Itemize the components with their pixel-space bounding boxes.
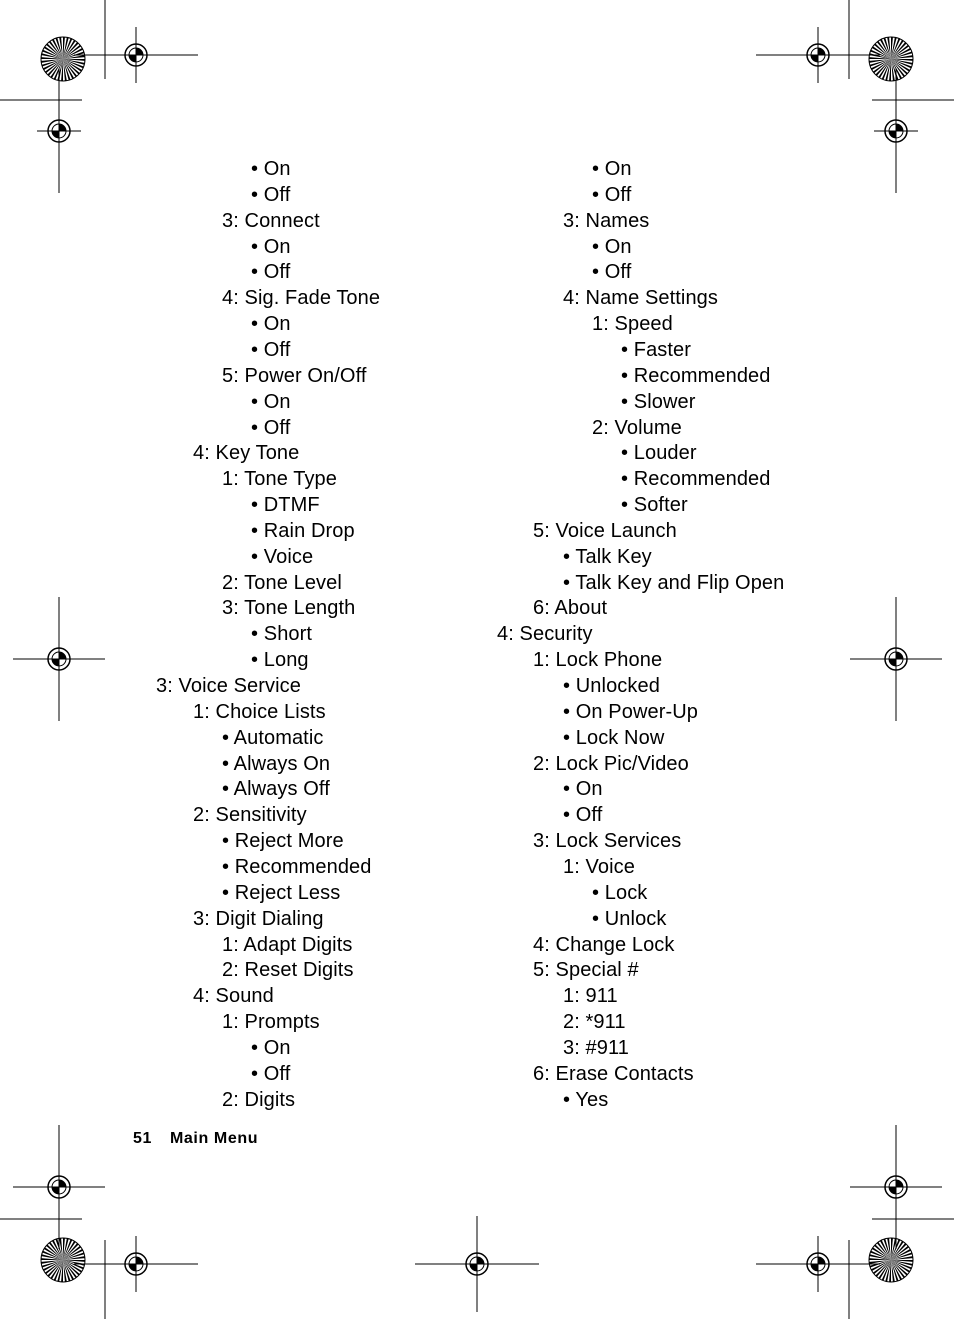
page-footer xyxy=(133,1130,258,1148)
menu-item: • Rain Drop xyxy=(251,519,355,542)
menu-item: • On xyxy=(251,235,291,258)
menu-item: • Off xyxy=(251,416,291,439)
menu-item: 1: 911 xyxy=(563,985,618,1008)
menu-item: • On xyxy=(592,235,632,258)
menu-item: 4: Sound xyxy=(193,985,274,1008)
menu-item: 1: Lock Phone xyxy=(533,649,663,672)
menu-item: • On xyxy=(251,158,291,180)
menu-item: • On xyxy=(251,390,291,413)
menu-item: 3: Names xyxy=(563,209,650,232)
menu-item: • Off xyxy=(251,338,291,361)
menu-item: 1: Voice xyxy=(563,855,635,878)
menu-item: • Off xyxy=(251,261,291,284)
menu-item: 4: Change Lock xyxy=(533,933,675,956)
menu-item: 2: Volume xyxy=(592,416,682,439)
menu-item: 1: Tone Type xyxy=(222,468,337,491)
menu-item: • Unlock xyxy=(592,907,667,930)
menu-item: • On xyxy=(563,778,603,801)
menu-item: 2: Tone Level xyxy=(222,571,342,594)
menu-item: 5: Voice Launch xyxy=(533,519,677,542)
menu-item: 1: Speed xyxy=(592,313,673,336)
menu-item: 6: About xyxy=(533,597,608,620)
menu-item: • Lock Now xyxy=(563,726,665,749)
menu-item: • Off xyxy=(592,261,632,284)
menu-item: • Recommended xyxy=(621,364,771,387)
menu-item: • Off xyxy=(251,183,291,206)
menu-item: • Faster xyxy=(621,338,692,361)
menu-item: • Short xyxy=(251,623,313,646)
menu-item: • Talk Key and Flip Open xyxy=(563,571,785,594)
menu-item: • Lock xyxy=(592,881,648,904)
menu-item: • Off xyxy=(563,804,603,827)
menu-item: • DTMF xyxy=(251,494,320,517)
menu-item: • Always On xyxy=(222,752,331,775)
menu-item: 1: Choice Lists xyxy=(193,700,326,723)
menu-item: • On xyxy=(251,1036,291,1059)
menu-item: 3: Connect xyxy=(222,209,320,232)
menu-item: 3: Lock Services xyxy=(533,830,682,853)
menu-item: • Reject Less xyxy=(222,881,341,904)
menu-item: 1: Prompts xyxy=(222,1011,320,1034)
menu-item: 3: Tone Length xyxy=(222,597,356,620)
menu-item: • Always Off xyxy=(222,778,330,801)
menu-item: • Voice xyxy=(251,545,314,568)
menu-item: 4: Key Tone xyxy=(193,442,300,465)
menu-item: • Off xyxy=(592,183,632,206)
menu-item: • Louder xyxy=(621,442,697,465)
page-number: 51 xyxy=(133,1130,152,1147)
menu-item: 2: Digits xyxy=(222,1088,296,1111)
menu-item: • Unlocked xyxy=(563,675,660,697)
menu-item: • On xyxy=(251,313,291,336)
menu-item: • On Power-Up xyxy=(563,700,699,723)
section-title: Main Menu xyxy=(170,1130,259,1147)
menu-item: • Reject More xyxy=(222,830,344,853)
menu-item: 2: Reset Digits xyxy=(222,959,354,982)
menu-item: • Off xyxy=(251,1062,291,1085)
menu-item: 3: Voice Service xyxy=(156,675,302,697)
menu-item: • Slower xyxy=(621,390,696,413)
menu-item: • Yes xyxy=(563,1088,609,1111)
menu-item: 3: #911 xyxy=(563,1036,629,1059)
menu-item: • Automatic xyxy=(222,726,324,749)
menu-item: 3: Digit Dialing xyxy=(193,907,324,930)
menu-item: • Talk Key xyxy=(563,545,652,568)
menu-item: 4: Name Settings xyxy=(563,287,719,310)
menu-item: 4: Security xyxy=(497,623,593,646)
menu-item: 6: Erase Contacts xyxy=(533,1062,694,1085)
menu-item: • On xyxy=(592,158,632,180)
menu-item: 2: Sensitivity xyxy=(193,804,307,827)
menu-item: • Recommended xyxy=(621,468,771,491)
menu-item: • Softer xyxy=(621,494,688,517)
menu-item: 1: Adapt Digits xyxy=(222,933,353,956)
menu-item: 5: Special # xyxy=(533,959,639,982)
menu-item: 2: Lock Pic/Video xyxy=(533,752,689,775)
menu-item: 2: *911 xyxy=(563,1011,626,1034)
menu-item: • Long xyxy=(251,649,309,672)
menu-item: 5: Power On/Off xyxy=(222,364,367,387)
menu-item: • Recommended xyxy=(222,855,372,878)
menu-item: 4: Sig. Fade Tone xyxy=(222,287,381,310)
